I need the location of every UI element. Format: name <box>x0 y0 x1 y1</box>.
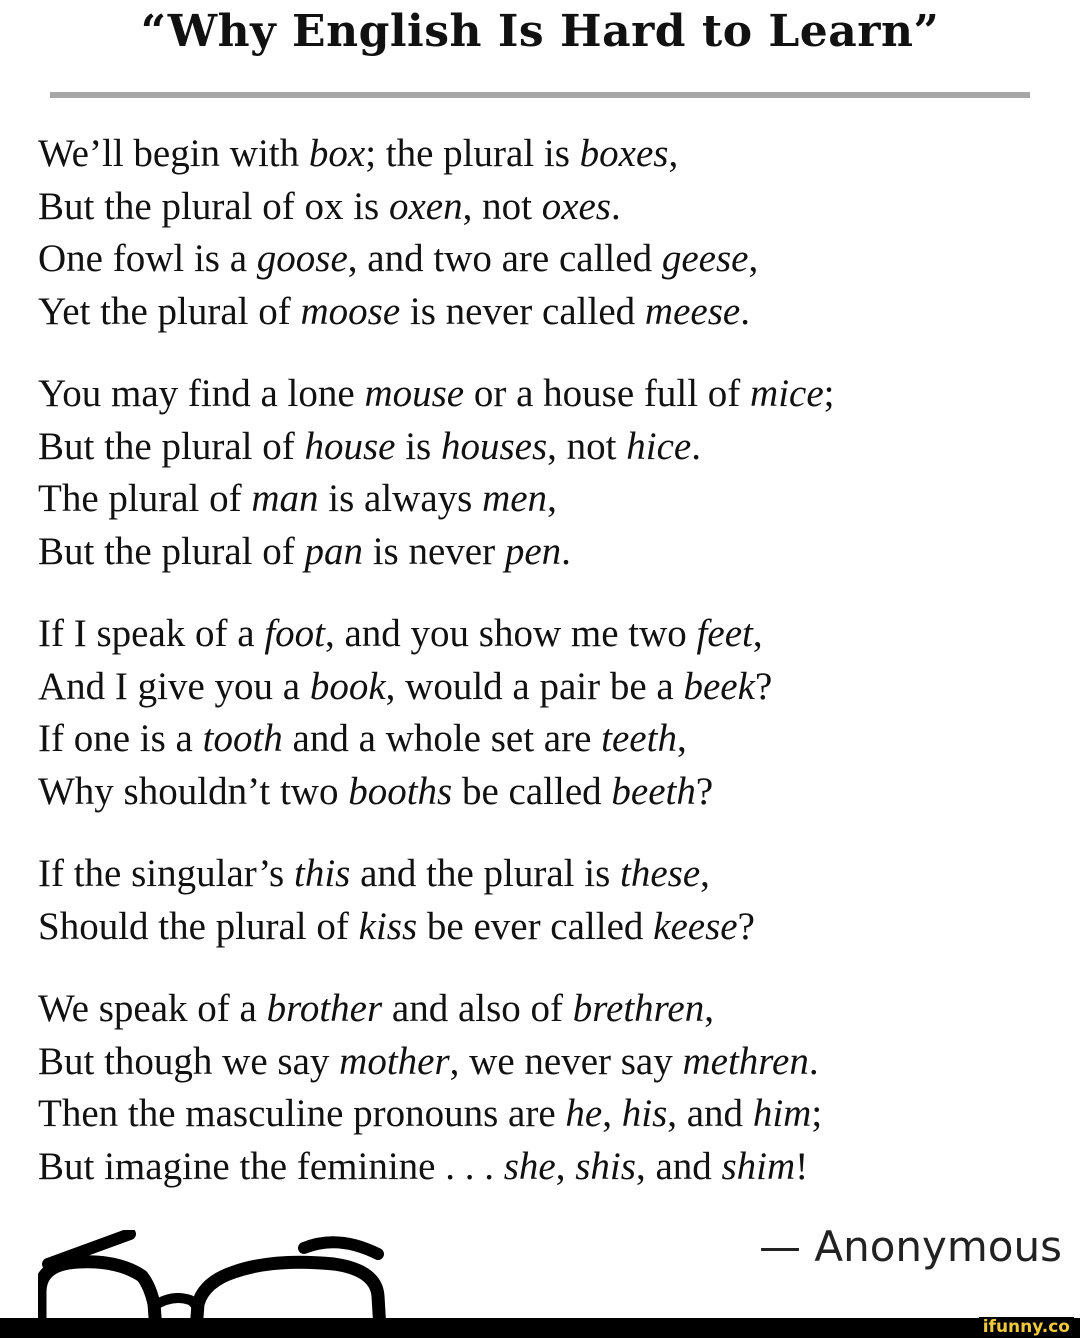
emphasized-word: him <box>752 1092 812 1135</box>
emphasized-word: feet <box>696 612 753 655</box>
emphasized-word: methren <box>682 1039 809 1083</box>
poem-line: Why shouldn’t two booths be called beeth? <box>38 769 714 813</box>
emphasized-word: shis <box>575 1144 636 1188</box>
poem-line: If one is a tooth and a whole set are teeth, <box>38 717 687 760</box>
emphasized-word: boxes <box>579 132 669 175</box>
poem-line: If I speak of a foot, and you show me two feet, <box>38 612 763 655</box>
emphasized-word: she <box>503 1144 556 1188</box>
title-divider <box>50 92 1030 98</box>
poem-line: We speak of a brother and also of brethren, <box>38 987 714 1030</box>
poem-line: But the plural of house is houses, not hice. <box>38 424 701 468</box>
watermark: ifunny.co <box>979 1317 1074 1337</box>
emphasized-word: pan <box>304 529 363 573</box>
emphasized-word: house <box>304 424 396 468</box>
emphasized-word: box <box>308 132 366 175</box>
poem-body <box>38 128 1073 1223</box>
emphasized-word: houses <box>440 424 548 468</box>
poem-line: You may find a lone mouse or a house full of mice; <box>38 372 835 415</box>
emphasized-word: meese <box>644 289 741 333</box>
emphasized-word: moose <box>300 289 401 333</box>
stanza <box>38 128 1073 338</box>
emphasized-word: he <box>565 1092 603 1135</box>
emphasized-word: booths <box>348 769 453 813</box>
poem-line: Should the plural of kiss be ever called keese? <box>38 904 755 948</box>
emphasized-word: book <box>309 664 386 708</box>
emphasized-word: teeth <box>601 717 677 760</box>
emphasized-word: mother <box>339 1039 450 1083</box>
poem-line: One fowl is a goose, and two are called geese, <box>38 237 759 280</box>
poem-line: But though we say mother, we never say methren. <box>38 1039 819 1083</box>
emphasized-word: brother <box>266 987 383 1030</box>
poem-line: But imagine the feminine . . . she, shis, and shim! <box>38 1144 809 1188</box>
emphasized-word: this <box>293 852 351 895</box>
poem-line: The plural of man is always men, <box>38 477 557 520</box>
emphasized-word: mice <box>750 372 824 415</box>
footer-bar <box>0 1318 1080 1338</box>
attribution: — Anonymous <box>759 1222 1062 1271</box>
poem-line: Yet the plural of moose is never called meese. <box>38 289 750 333</box>
emphasized-word: geese <box>661 237 749 280</box>
stanza <box>38 983 1073 1193</box>
stanza <box>38 368 1073 578</box>
poem-line: But the plural of pan is never pen. <box>38 529 571 573</box>
emphasized-word: his <box>621 1092 668 1135</box>
emphasized-word: beek <box>683 664 755 708</box>
emphasized-word: beeth <box>611 769 696 813</box>
glasses-icon <box>38 1230 398 1330</box>
emphasized-word: oxes <box>541 184 611 228</box>
poem-line: But the plural of ox is oxen, not oxes. <box>38 184 621 228</box>
emphasized-word: oxen <box>388 184 463 228</box>
stanza <box>38 848 1073 953</box>
emphasized-word: these <box>620 852 701 895</box>
emphasized-word: hice <box>626 424 692 468</box>
emphasized-word: foot <box>264 612 325 655</box>
poem-line: And I give you a book, would a pair be a beek? <box>38 664 773 708</box>
poem-line: We’ll begin with box; the plural is boxes, <box>38 132 679 175</box>
emphasized-word: kiss <box>358 904 418 948</box>
emphasized-word: mouse <box>364 372 465 415</box>
poem-line: If the singular’s this and the plural is these, <box>38 852 710 895</box>
stanza <box>38 608 1073 818</box>
emphasized-word: man <box>251 477 319 520</box>
emphasized-word: tooth <box>202 717 283 760</box>
emphasized-word: goose <box>256 237 348 280</box>
emphasized-word: men <box>482 477 548 520</box>
emphasized-word: shim <box>721 1144 796 1188</box>
poem-title: “Why English Is Hard to Learn” <box>140 6 940 57</box>
poem-line: Then the masculine pronouns are he, his, and him; <box>38 1092 823 1135</box>
emphasized-word: pen <box>504 529 562 573</box>
emphasized-word: brethren <box>572 987 705 1030</box>
emphasized-word: keese <box>653 904 738 948</box>
